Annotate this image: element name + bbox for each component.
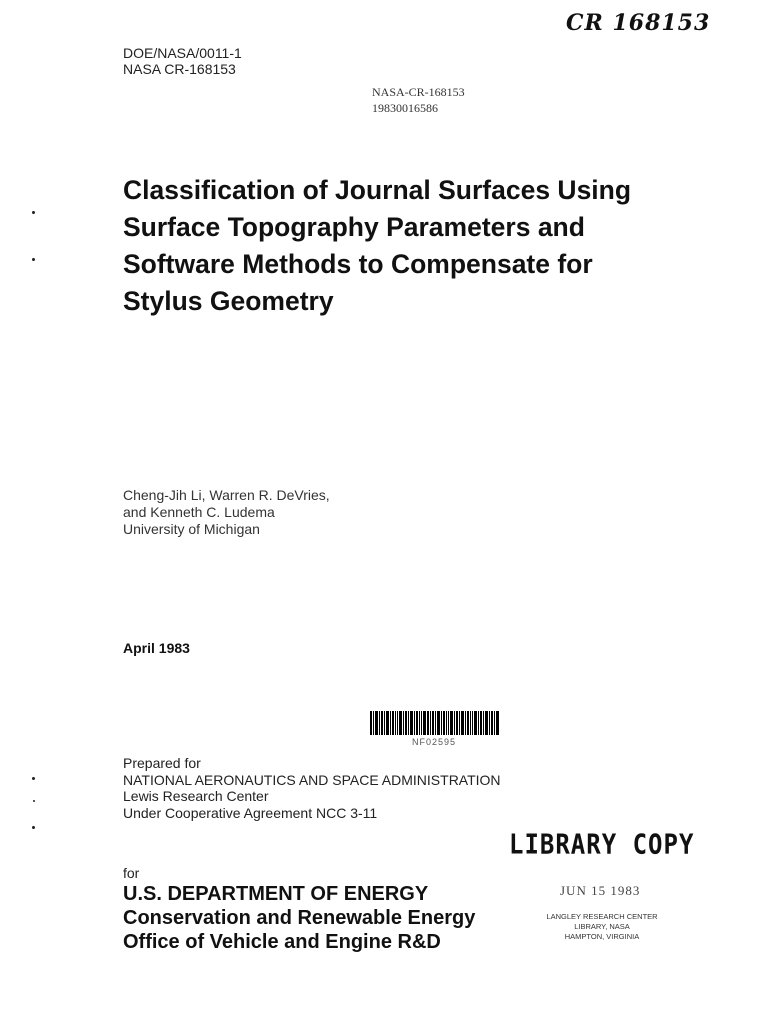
publication-date: April 1983: [123, 640, 190, 656]
sponsor-line: U.S. DEPARTMENT OF ENERGY: [123, 883, 429, 905]
margin-mark: [32, 777, 35, 780]
title-line: Classification of Journal Surfaces Using: [123, 175, 632, 205]
document-title: [123, 172, 743, 320]
report-numbers: [123, 45, 242, 77]
stamp-line: HAMPTON, VIRGINIA: [564, 932, 640, 941]
prepared-line: Under Cooperative Agreement NCC 3-11: [123, 804, 378, 821]
library-copy-stamp: LIBRARY COPY: [509, 828, 695, 861]
margin-mark: [32, 211, 35, 214]
accession-id: 19830016586: [372, 101, 438, 115]
for-label: for: [123, 865, 140, 881]
barcode-number: NF02595: [412, 737, 457, 747]
sponsor-line: Conservation and Renewable Energy: [123, 907, 476, 929]
margin-mark: [32, 826, 35, 829]
accession-report-id: NASA-CR-168153: [372, 85, 465, 99]
title-line: Stylus Geometry: [123, 286, 334, 316]
title-line: Surface Topography Parameters and: [123, 212, 585, 242]
report-number-nasa: NASA CR-168153: [123, 61, 236, 77]
sponsor-line: Office of Vehicle and Engine R&D: [123, 931, 441, 953]
margin-mark: [32, 258, 35, 261]
authors-line: and Kenneth C. Ludema: [123, 504, 275, 520]
title-line: Software Methods to Compensate for: [123, 249, 593, 279]
stamp-date: JUN 15 1983: [560, 883, 641, 898]
sponsor-block: [123, 882, 475, 954]
prepared-line: Prepared for: [123, 755, 201, 771]
stamp-line: LANGLEY RESEARCH CENTER: [546, 912, 658, 921]
library-stamp: [532, 912, 672, 942]
report-number-doe: DOE/NASA/0011-1: [123, 45, 242, 61]
prepared-for-block: [123, 755, 501, 821]
handwritten-report-number: CR 168153: [566, 10, 711, 36]
authors-block: [123, 487, 330, 538]
barcode: [370, 711, 500, 735]
margin-mark: [33, 800, 35, 802]
affiliation: University of Michigan: [123, 521, 260, 537]
stamp-line: LIBRARY, NASA: [574, 922, 630, 931]
accession-numbers: [372, 84, 465, 116]
authors-line: Cheng-Jih Li, Warren R. DeVries,: [123, 487, 330, 503]
prepared-line: NATIONAL AERONAUTICS AND SPACE ADMINISTRATION: [123, 771, 501, 788]
prepared-line: Lewis Research Center: [123, 788, 269, 804]
